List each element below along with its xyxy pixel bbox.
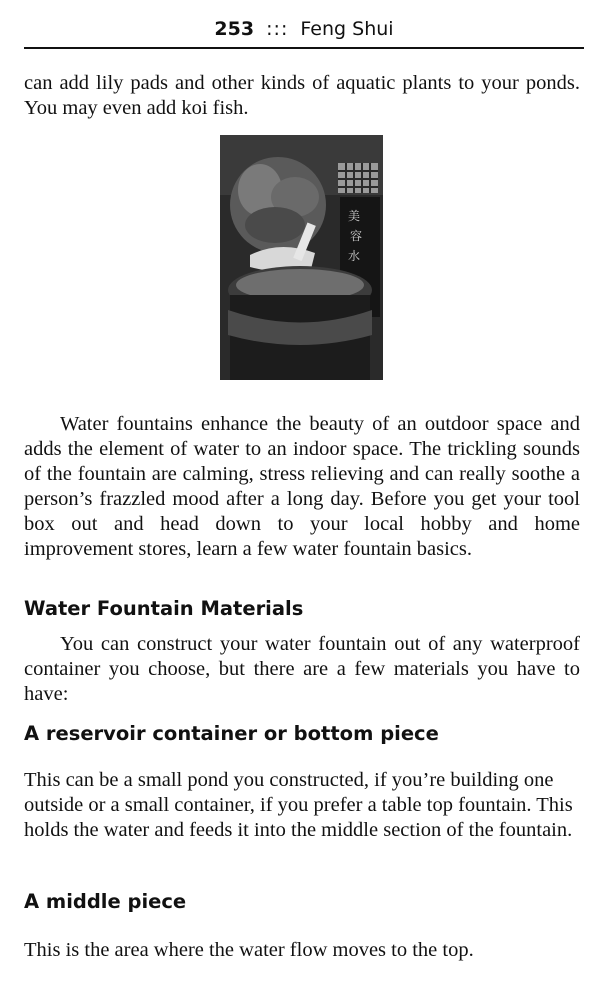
paragraph-fountain-intro: Water fountains enhance the beauty of an outdoor space and adds the element of water to an indoor space. The trickling sounds of the fountain are calming, stress relieving and can really soothe a person’s frazzled mood after a long day. Before you get your tool box out and head down to your local hobby and home improvement stores, learn a few water fountain basics. [24,413,580,560]
page-number: 253 [214,18,255,40]
svg-text:容: 容 [350,229,363,243]
fountain-photo [220,135,383,380]
svg-text:美: 美 [348,209,361,223]
header-rule [24,47,584,49]
heading-middle-piece: A middle piece [24,890,187,913]
running-header [24,18,584,48]
header-separator: ::: [266,18,289,40]
book-title: Feng Shui [300,18,394,40]
paragraph-ponds: can add lily pads and other kinds of aquatic plants to your ponds. You may even add koi fish. [24,72,580,119]
heading-reservoir: A reservoir container or bottom piece [24,722,439,745]
heading-materials: Water Fountain Materials [24,597,304,620]
paragraph-reservoir: This can be a small pond you constructed, if you’re building one outside or a small container, if you prefer a table top fountain. This holds the water and feeds it into the middle section of the fountain. [24,769,573,841]
paragraph-materials: You can construct your water fountain out of any waterproof container you choose, but there are a few materials you have to have: [24,633,580,705]
paragraph-middle-piece: This is the area where the water flow moves to the top. [24,939,474,961]
svg-text:水: 水 [348,249,361,263]
